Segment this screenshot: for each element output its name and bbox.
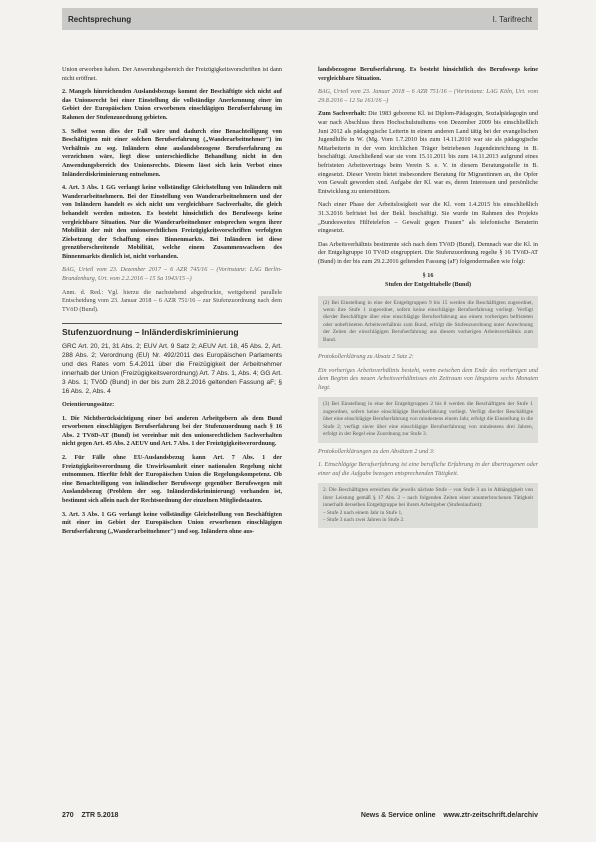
- footer-left: [62, 812, 118, 819]
- orientation-2: 2. Für Fälle ohne EU-Auslandsbezug kann Art. 7 Abs. 1 der Freizügigkeitsverordnung die Unwirksamkeit einer nationalen Regelung nicht entnommen. Hierfür fehlt der Europäischen Union die Regelungskompetenz. Ob eine Benachteiligung von inländischer Berufswege gegenüber Berufswegen mit Auslandsbezug (Problem der sog. Inländerdiskriminierung) vorhanden ist, bestimmt sich allein nach der Rechtsordnung der einzelnen Mitgliedstaaten.: [62, 454, 282, 504]
- subsection-label: I. Tarifrecht: [492, 14, 532, 24]
- paragraph: Das Arbeitsverhältnis bestimmte sich nach dem TVöD (Bund). Demnach war die Kl. in der Entgeltgruppe 10 TVöD eingruppiert. Die Stufenzuordnung regelte § 16 TVöD-AT (Bund) in der bis zum 29.2.2016 geltenden Fassung (aF) folgendermaßen wie folgt:: [318, 240, 538, 265]
- guiding-principle-3: 3. Selbst wenn dies der Fall wäre und dadurch eine Benachteiligung von Beschäftigten mit einer solchen Berufserfahrung („Wanderarbeitnehmer") im Verhältnis zu sog. Inländern ohne auslandsbezogene Berufserfahrung zu verzeichnen wäre, liegt diese unterschiedliche Behandlung nicht in den Anwendungsbereich des Unionsrechts. Diesem lässt sich kein Verbot eines Inländerdiskriminierung entnehmen.: [62, 127, 282, 178]
- guiding-principle-4: 4. Art. 3 Abs. 1 GG verlangt keine vollständige Gleichstellung von Inländern mit Wanderarbeitnehmern. Bei der Einstellung von Wanderarbeitnehmern und der von Inländern handelt es sich nicht um vergleichbare Sachverhalte, die gleich behandelt werden müssten. Es besteht hinsichtlich des Berufswegs keine vergleichbare Situation. Nur die Wanderarbeitnehmer entsprechen wegen ihrer Mobilität der mit den unionsrechtlichen Freizügigkeitsvorschriften verfolgten Zielsetzung der Schaffung eines Binnenmarkts. Bei Inländern ist diese grenzüberschreitende Mobilität, welche einem Zusammenwachsen des Binnenmarkts dienlich ist, nicht vorhanden.: [62, 184, 282, 260]
- citation: BAG, Urteil vom 23. Dezember 2017 – 6 AZR 745/16 – (Vorinstanz: LAG Berlin-Brandenburg, Urt. vom 2.2.2016 – 15 Sa 1943/15 –): [62, 266, 282, 283]
- paragraph: landsbezogene Berufserfahrung. Es besteht hinsichtlich des Berufswegs keine vergleichbare Situation.: [318, 66, 538, 82]
- protocol-text: 1. Einschlägige Berufserfahrung ist eine berufliche Erfahrung in der übertragenen oder einer auf die Aufgabe bezogen entsprechenden Tätigkeit.: [318, 461, 538, 477]
- guiding-principle-2: 2. Mangels hinreichenden Auslandsbezugs kommt der Beschäftigte sich nicht auf das Unionsrecht bei einer Einstellung die vollständige Anerkennung einer im Gebiet der Europäischen Union erworbenen einschlägigen Berufserfahrung im Rahmen der Stufenzuordnung gebieten.: [62, 88, 282, 121]
- statute-heading: § 16 Stufen der Entgelttabelle (Bund): [385, 272, 471, 289]
- paragraph: Nach einer Phase der Arbeitslosigkeit war die Kl. vom 1.4.2015 bis einschließlich 31.3.2016 befristet bei der Bekl. beschäftigt. Sie wurde im Rahmen des Projekts „Bundesweites Hilfetelefon – Gewalt gegen Frauen" als telefonische Beraterin eingesetzt.: [318, 201, 538, 235]
- facts-text: Die 1983 geborene Kl. ist Diplom-Pädagogin, Sozialpädagogin und war nach Abschluss ihres Hochschulstudiums von Dezember 2009 bis einschließlich Juni 2012 als pädagogische Leiterin in einem anderen Land tätig bei der evangelischen Jugendhilfe in W. (Mg. Vom 1.7.2010 bis zum 14.11.2010 war sie als pädagogische Mitarbeiterin in der vom kirchlichen Träger betriebenen Jugendeinrichtung in B. beschäftigt. Anschließend war sie vom 15.11.2011 bis zum 14.11.2013 aufgrund eines befristeten Arbeitsvertrags beim Verein S. e. V. in diesem Beratungsstelle in B. eingesetzt. Dieser Verein bietet insbesondere Beratung für Migrantinnen an, die Opfer von Gewalt geworden sind. Aufgabe der Kl. war es, deren Interessen und persönliche Entwicklung zu unterstützen.: [318, 110, 538, 195]
- protocol-text: Ein vorheriges Arbeitsverhältnis besteht, wenn zwischen dem Ende des vorherigen und dem Beginn des neuen Arbeitsverhältnisses ein Zeitraum von längstens sechs Monaten liegt.: [318, 366, 538, 391]
- online-label: News & Service online: [360, 812, 436, 819]
- right-column: [318, 66, 538, 533]
- facts-paragraph: [318, 110, 538, 196]
- page-number: 270: [62, 812, 74, 819]
- protocol-heading: Protokollerklärung zu Absatz 2 Satz 2:: [318, 353, 414, 361]
- journal-issue: ZTR 5.2018: [81, 812, 119, 819]
- archive-url: www.ztr-zeitschrift.de/archiv: [443, 812, 538, 819]
- statute-list: GRC Art. 20, 21, 31 Abs. 2; EUV Art. 9 Satz 2; AEUV Art. 18, 45 Abs. 2, Art. 288 Abs. 2; Verordnung (EU) Nr. 492/2011 des Europäischen Parlaments und des Rates vom 5.4.2011 über die Freizügigkeit der Arbeitnehmer innerhalb der Union (Freizügigkeitsverordnung) Art. 7 Abs. 1, Abs. 4; GG Art. 3 Abs. 1; TVöD (Bund) in der bis zum 28.2.2016 geltenden Fassung aF; § 16 Abs. 2, Abs. 4: [62, 343, 282, 396]
- page-footer: [62, 812, 538, 819]
- statute-excerpt: 2. Die Beschäftigten erreichen die jeweils nächste Stufe – von Stufe 3 an in Abhängigkeit von ihrer Leistung gemäß § 17 Abs. 2 – nach folgenden Zeiten einer ununterbrochenen Tätigkeit innerhalb derselben Entgeltgruppe bei ihrem Arbeitgeber (Stufenlaufzeit): – Stufe 2 nach einem Jahr in Stufe 1, – Stufe 3 nach zwei Jahren in Stufe 2.: [318, 483, 538, 528]
- statute-excerpt: (3) Bei Einstellung in eine der Entgeltgruppen 2 bis 8 werden die Beschäftigten der Stufe 1 zugeordnet, sofern keine einschlägige Berufserfahrung vorliegt. Verfügt die/der Beschäftigte über eine einschlägige Berufserfahrung von mindestens einem Jahr, erfolgt die Einstellung in die Stufe 2; verfügt sie/er über eine einschlägige Berufserfahrung von mindestens drei Jahren, erfolgt in der Regel eine Zuordnung zur Stufe 3.: [318, 397, 538, 442]
- protocol-heading: Protokollerklärungen zu den Absätzen 2 und 3:: [318, 447, 435, 455]
- footer-right: [361, 812, 538, 819]
- orientation-heading: Orientierungssätze:: [62, 401, 115, 409]
- left-column: [62, 66, 282, 541]
- paragraph: Union erworben haben. Der Anwendungsbereich der Freizügigkeitsvorschriften ist dann nicht eröffnet.: [62, 66, 282, 82]
- section-heading: Stufenzuordnung – Inländerdiskriminierung: [62, 323, 282, 337]
- facts-heading: Zum Sachverhalt:: [318, 110, 367, 118]
- statute-excerpt: (2) Bei Einstellung in eine der Entgeltgruppen 9 bis 15 werden die Beschäftigten zugeordnet, wenn ihre Stufe 1 zugeordnet, sofern keine einschlägige Berufserfahrung vorliegt. Verfügt die/der Beschäftigte über eine einschlägige Berufserfahrung aus einem vorherigen befristeten oder unbefristeten Arbeitsverhältnis zum Bund, erfolgt die Stufenzuordnung unter Anrechnung der Zeiten der einschlägigen Berufserfahrung aus diesem vorherigen Arbeitsverhältnis zum Bund.: [318, 296, 538, 348]
- editor-note: Anm. d. Red.: Vgl. hierzu die nachstehend abgedruckte, weitgehend parallele Entscheidung vom 23. Januar 2018 – 6 AZR 751/16 – zur Stufenzuordnung nach dem TVöD (Bund).: [62, 288, 282, 313]
- section-label: Rechtsprechung: [68, 14, 132, 24]
- orientation-3: 3. Art. 3 Abs. 1 GG verlangt keine vollständige Gleichstellung von Beschäftigten mit einer im Gebiet der Europäischen Union erworbenen einschlägigen Berufserfahrung („Wanderarbeitnehmer") und sog. Inländern ohne aus-: [62, 510, 282, 535]
- orientation-1: 1. Die Nichtberücksichtigung einer bei anderen Arbeitgebern als dem Bund erworbenen einschlägigen Berufserfahrung bei der Stufenzuordnung nach § 16 Abs. 2 TVöD-AT (Bund) ist vereinbar mit den unionsrechtlichen Sachverhalten nicht gegen Art. 45 Abs. 2 AEUV und Art. 7 Abs. 1 der Freizügigkeitsverordnung.: [62, 414, 282, 448]
- running-header: [62, 8, 538, 30]
- citation: BAG, Urteil vom 23. Januar 2018 – 6 AZR 751/16 – (Vorinstanz: LAG Köln, Urt. vom 29.8.2016 – 12 Sa 161/16 –): [318, 88, 538, 104]
